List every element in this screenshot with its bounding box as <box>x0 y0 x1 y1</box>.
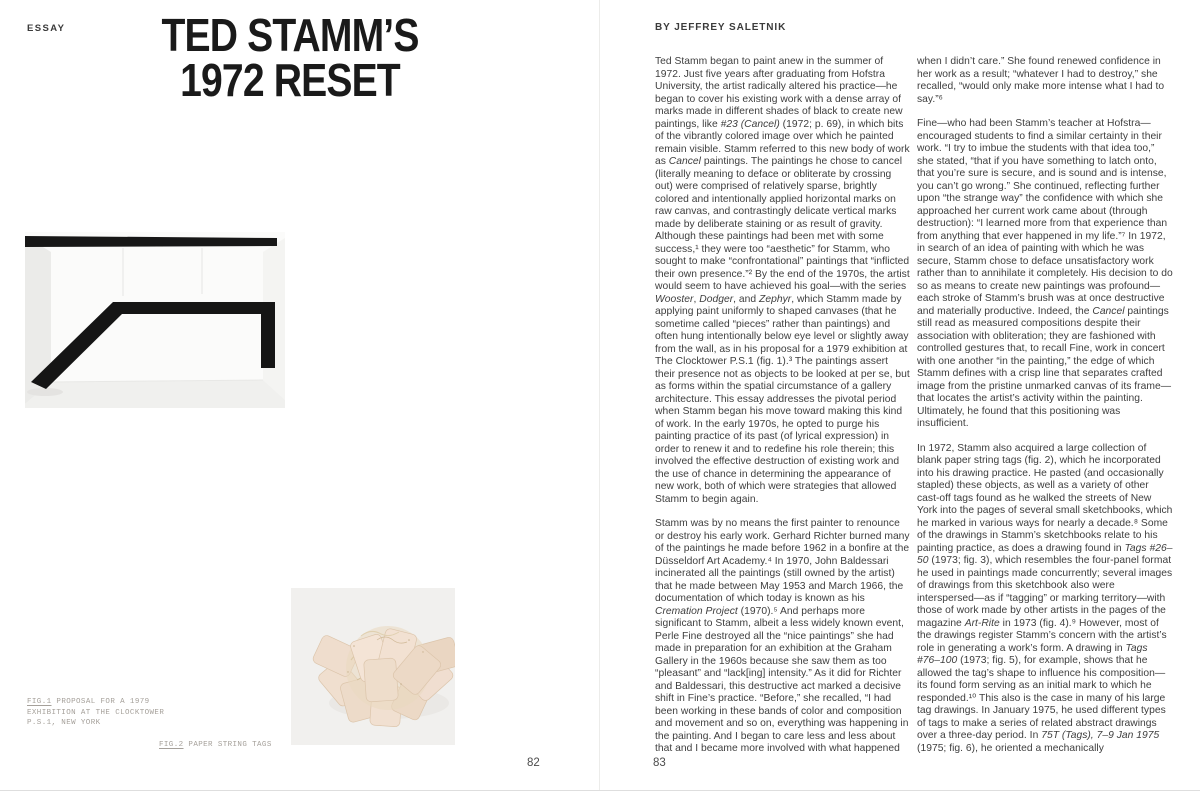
essay-column-1 <box>655 56 911 768</box>
fig2-label: FIG.2 <box>159 741 184 749</box>
fig1-caption-line1: FIG.1 PROPOSAL FOR A 1979 <box>27 698 150 706</box>
paragraph: In 1972, Stamm also acquired a large collection of blank paper string tags (fig. 2), which he incorporated into his drawing practice. He pasted (and occasionally stapled) these objects, as well as a variety of other cast-off tags found as he walked the streets of New York into the pages of several small sketchbooks, which he marked in various ways for nearly a decade.⁸ Some of the drawings in Stamm’s sketchbooks relate to his painting practice, as does a drawing found in Tags #26–50 (1973; fig. 3), which resembles the four-panel format he used in paintings made concurrently; several images of drawings from this sketchbook also were interspersed—as if “tagging” or marking territory—with those of work made by other artists in the pages of the magazine Art-Rite in 1973 (fig. 4).⁹ However, most of the drawings register Stamm’s concern with the artist’s role in generating a work’s form. A drawing in Tags #76–100 (1973; fig. 5), for example, shows that he allowed the tag’s shape to influence his composition—its found form serving as an initial mark to which he responded.¹⁰ This also is the case in many of his large tag drawings. In January 1975, he used different types of tags to make a series of related abstract drawings over a three-day period. In 75T (Tags), 7–9 Jan 1975 (1975; fig. 6), he oriented a mechanically <box>917 442 1173 754</box>
fig2-caption <box>159 740 272 751</box>
essay-column-2 <box>917 56 1173 767</box>
fig1-clocktower-proposal-photo <box>25 232 285 408</box>
paragraph: Stamm was by no means the first painter to renounce or destroy his early work. Gerhard Richter burned many of the paintings he made before 1962 in a bonfire at the Düsseldorf Art Academy.⁴ In 1970, John Baldessari incinerated all the paintings (still owned by the artist) that he made between May 1953 and March 1966, the documentation of which today is known as his Cremation Project (1970).⁵ And perhaps more significant to Stamm, albeit a less widely known event, Perle Fine destroyed all the “nice paintings” she had made in preparation for an exhibition at the Graham Gallery in the 1960s because she saw them as too “pleasant” and “lack[ing] intensity.” As it did for Richter and Baldessari, this destructive act marked a decisive shift in Fine’s practice. “Before,” she recalled, “I had been working in these bands of color and composition and movement and so on, everything was happening in the painting. And I began to care less and less about that and I became more involved with what happened <box>655 518 910 754</box>
paragraph: Ted Stamm began to paint anew in the summer of 1972. Just five years after graduating from Hofstra University, the artist radically altered his practice—he began to cover his existing work with a dense array of marks made in different shades of black to create new paintings, like #23 (Cancel) (1972; p. 69), in which bits of the vibrantly colored image over which he painted remain visible. Stamm referred to this new body of work as Cancel paintings. The paintings he chose to cancel (literally meaning to deface or obliterate by crossing out) were comprised of relatively sparse, brightly colored and intentionally applied horizontal marks on raw canvas, and contrastingly delicate vertical marks made by deliberate staining or as result of gravity. Although these paintings had been met with some success,¹ they were too “aesthetic” for Stamm, who sought to make “confrontational” paintings that “inflicted their own presence.”² By the end of the 1970s, the artist would seem to have achieved his goal—with the series Wooster, Dodger, and Zephyr, which Stamm made by applying paint uniformly to shaped canvases (that he sometime called “pieces” rather than paintings) and often hung intentionally below eye level or slightly away from the wall, as in his proposal for a 1979 exhibition at The Clocktower P.S.1 (fig. 1).³ The paintings assert their presence not as objects to be looked at per se, but as forms within the spatial circumstance of a gallery architecture. This essay addresses the pivotal period when Stamm began his move toward making this kind of work. In the early 1970s, he opted to purge his painting practice of its past (of lyrical expression) in order to renew it and to redefine his role therein; this involved the effective destruction of existing work and the use of chance in determining the appearance of new work, both of which were strategies that allowed Stamm to begin again. <box>655 56 910 505</box>
paragraph: when I didn’t care.” She found renewed confidence in her work as a result; “whatever I had to destroy,” she recalled, “would only make more intense what I had to say.”⁶ <box>917 56 1165 105</box>
fig2-caption-line1: FIG.2 PAPER STRING TAGS <box>159 741 272 749</box>
paragraph: Fine—who had been Stamm’s teacher at Hofstra—encouraged students to find a similar certainty in their work. “I try to imbue the students with that idea too,” she stated, “that if you have something to latch onto, that you’re sure is secure, and is sound and is intense, you can’t go wrong.” She continued, reflecting further upon “the strange way” the confidence with which she approached her current work came about (through destruction): “I learned more from that experience than from anything that ever happened in my life.”⁷ In 1972, in search of an idea of painting with which he was secure, Stamm chose to deface unsatisfactory work rather than to annihilate it completely. His decision to do so as means to create new paintings was profound—each stroke of Stamm’s brush was at once destructive and materially productive. Indeed, the Cancel paintings still read as measured compositions despite their association with obliteration; they are fashioned with controlled gestures that, to recall Fine, work in concert with one another “in the painting,” the edge of which Stamm defines with a crisp line that separates crafted image from the pristine unmarked canvas of its frame—that locates the artist’s activity within the painting. Ultimately, he found that this positioning was insufficient. <box>917 118 1173 429</box>
fig1-label: FIG.1 <box>27 698 52 706</box>
page-number-left: 82 <box>527 757 540 769</box>
fig2-paper-string-tags-photo <box>291 588 455 745</box>
title-line-2: 1972 RESET <box>180 54 400 106</box>
fig1-caption <box>27 697 164 729</box>
floor-shadow <box>27 388 63 396</box>
fig1-caption-line2: EXHIBITION AT THE CLOCKTOWER <box>27 708 165 717</box>
author-byline: BY JEFFREY SALETNIK <box>655 22 787 33</box>
page-number-right: 83 <box>653 757 666 769</box>
fig1-caption-line3: P.S.1, NEW YORK <box>27 719 101 727</box>
page-gutter <box>599 0 600 791</box>
floor <box>25 380 285 408</box>
title-line-1: TED STAMM’S <box>161 9 419 61</box>
essay-kicker: ESSAY <box>27 23 66 34</box>
page-title <box>108 9 472 106</box>
